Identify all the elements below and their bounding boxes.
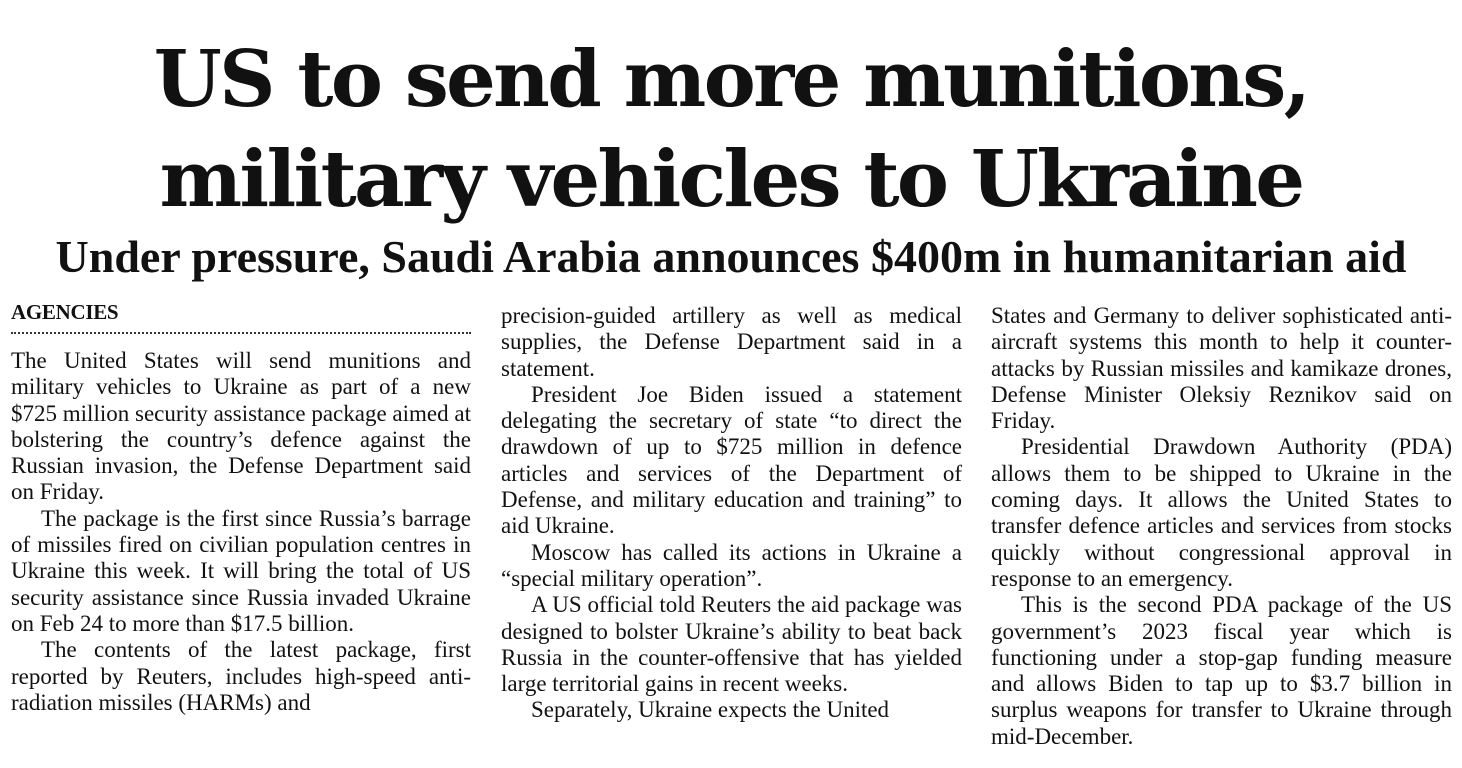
paragraph: precision-guided artillery as well as medical supplies, the Defense Department said in a statement. xyxy=(501,303,962,381)
paragraph: Moscow has called its actions in Ukraine a “special military operation”. xyxy=(501,539,962,591)
paragraph: A US official told Reuters the aid package was designed to bolster Ukraine’s ability to beat back Russia in the counter-offensive that has yielded large territorial gains in recent weeks. xyxy=(501,592,962,697)
paragraph: The package is the first since Russia’s barrage of missiles fired on civilian population centres in Ukraine this week. It will bring the total of US security assistance since Russia invaded Ukraine on Feb 24 to more than $17.5 billion. xyxy=(11,505,471,636)
paragraph: President Joe Biden issued a statement delegating the secretary of state “to direct the drawdown of up to $725 million in defence articles and services of the Department of Defense, and military education and training” to aid Ukraine. xyxy=(501,381,962,539)
article-column-1 xyxy=(11,300,471,716)
subheadline: Under pressure, Saudi Arabia announces $400m in humanitarian aid xyxy=(55,231,1407,282)
article-column-2 xyxy=(501,303,962,724)
paragraph: This is the second PDA package of the US government’s 2023 fiscal year which is functioning under a stop-gap funding measure and allows Biden to tap up to $3.7 billion in surplus weapons for transfer to Ukraine through mid-December. xyxy=(991,592,1452,749)
paragraph: Separately, Ukraine expects the United xyxy=(531,697,890,723)
paragraph: Presidential Drawdown Authority (PDA) allows them to be shipped to Ukraine in the coming days. It allows the United States to transfer defence articles and services from stocks quickly without congressional approval in response to an emergency. xyxy=(991,434,1452,591)
paragraph: States and Germany to deliver sophisticated anti-aircraft systems this month to help it counter-attacks by Russian missiles and kamikaze drones, Defense Minister Oleksiy Reznikov said on Friday. xyxy=(991,303,1452,434)
headline: US to send more munitions, military vehicles to Ukraine xyxy=(153,34,1309,225)
byline: AGENCIES xyxy=(11,300,471,334)
paragraph: The contents of the latest package, first reported by Reuters, includes high-speed anti-radiation missiles (HARMs) and xyxy=(11,637,471,715)
article-column-3 xyxy=(991,303,1452,750)
paragraph: The United States will send munitions and military vehicles to Ukraine as part of a new $725 million security assistance package aimed at bolstering the country’s defence against the Russian invasion, the Defense Department said on Friday. xyxy=(11,348,471,505)
